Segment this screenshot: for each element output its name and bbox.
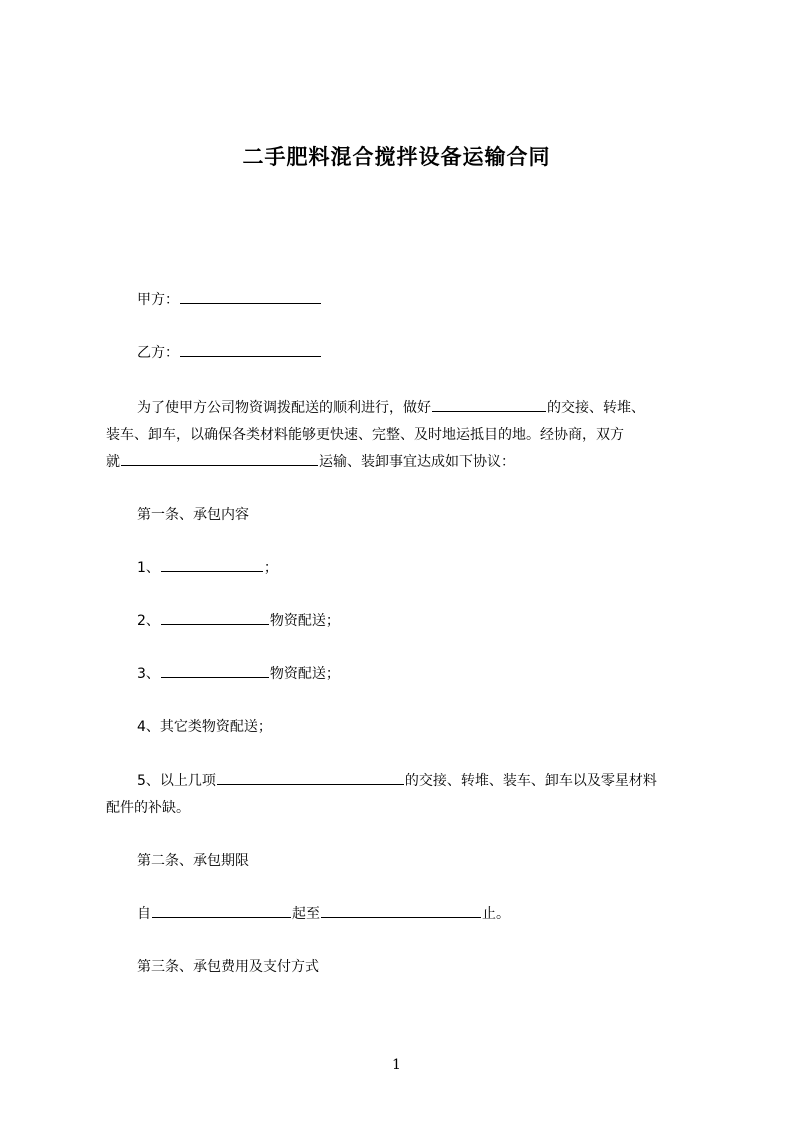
period-from: 自 [137, 906, 151, 922]
article1-item-2 [137, 611, 340, 631]
item3-number: 3、 [137, 666, 160, 682]
period-to: 起至 [292, 906, 320, 922]
article1-item-5-cont: 配件的补缺。 [106, 800, 190, 816]
page-number: 1 [392, 1057, 401, 1073]
item3-blank [161, 664, 269, 678]
item3-text: 物资配送； [269, 666, 340, 682]
document-title: 二手肥料混合搅拌设备运输合同 [242, 145, 551, 169]
party-a-line [137, 290, 322, 310]
item2-text: 物资配送； [269, 613, 340, 629]
article1-item-1 [137, 558, 278, 578]
item5-text-a: 5、以上几项 [137, 773, 216, 789]
item2-number: 2、 [137, 613, 160, 629]
item1-number: 1、 [137, 560, 160, 576]
item1-text: ； [263, 560, 278, 576]
intro-blank-3 [121, 452, 318, 466]
party-b-label: 乙方： [137, 345, 179, 361]
article1-item-3 [137, 664, 340, 684]
item2-blank [161, 611, 269, 625]
intro-text-2: 装车、卸车，以确保各类材料能够更快速、完整、及时地运抵目的地。经协商，双方 [106, 427, 624, 443]
party-b-blank [180, 343, 321, 357]
intro-line-1 [137, 398, 645, 418]
period-start-blank [152, 904, 291, 918]
item5-text-b: 的交接、转堆、装车、卸车以及零星材料 [404, 773, 657, 789]
article3-heading: 第三条、承包费用及支付方式 [137, 959, 319, 975]
intro-text-3b: 运输、装卸事宜达成如下协议： [319, 454, 515, 470]
intro-line-2 [106, 425, 624, 445]
party-a-blank [180, 290, 321, 304]
article2-heading: 第二条、承包期限 [137, 853, 249, 869]
article1-item-4: 4、其它类物资配送； [137, 719, 272, 735]
item1-blank [161, 558, 263, 572]
intro-text-1b: 的交接、转堆、 [547, 400, 645, 416]
article1-heading: 第一条、承包内容 [137, 507, 249, 523]
period-end-blank [321, 904, 481, 918]
party-a-label: 甲方： [137, 292, 179, 308]
period-end: 止。 [482, 906, 510, 922]
article1-item-5 [137, 771, 657, 791]
party-b-line [137, 343, 322, 363]
intro-text-3a: 就 [106, 454, 120, 470]
item5-blank [217, 771, 404, 785]
intro-blank-1 [432, 398, 546, 412]
article2-period [137, 904, 510, 924]
intro-text-1a: 为了使甲方公司物资调拨配送的顺利进行，做好 [137, 400, 431, 416]
intro-line-3 [106, 452, 515, 472]
